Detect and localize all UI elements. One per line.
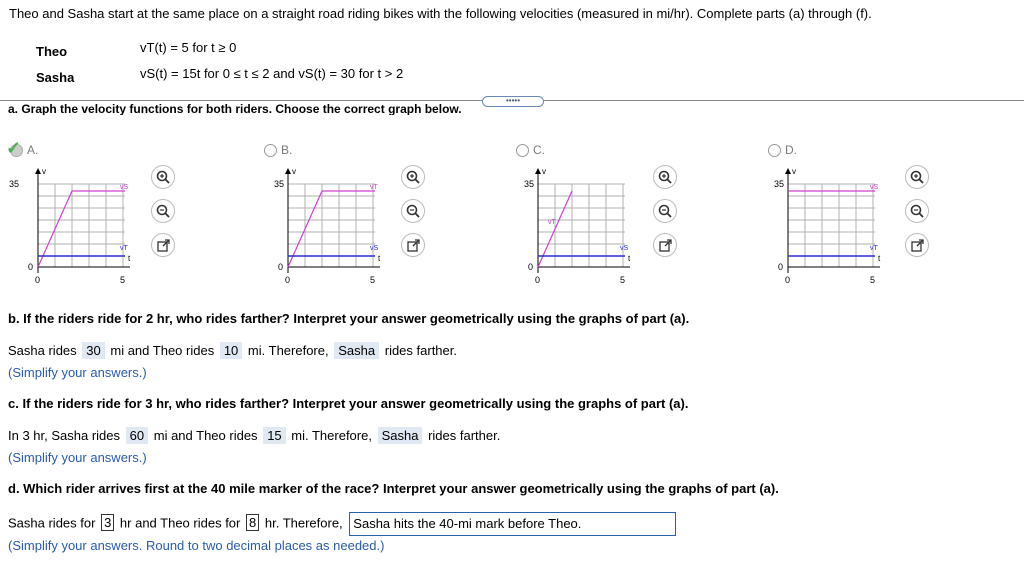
open-new-window-icon[interactable]: [905, 233, 929, 257]
x-tick-5: 5: [370, 275, 376, 285]
text: Sasha rides: [8, 343, 77, 358]
series-label-top: vT: [548, 219, 556, 226]
zoom-in-icon[interactable]: [905, 165, 929, 189]
sasha-miles-answer[interactable]: 30: [82, 342, 104, 359]
part-b-hint: (Simplify your answers.): [8, 365, 147, 380]
option-a-radio[interactable]: [6, 137, 23, 158]
zoom-out-icon[interactable]: [905, 199, 929, 223]
part-d-answer-line: [8, 512, 676, 536]
v-label: v: [792, 167, 796, 176]
text: rides farther.: [384, 343, 457, 358]
option-label: A.: [27, 143, 39, 157]
open-new-window-icon[interactable]: [653, 233, 677, 257]
t-label: t: [878, 254, 881, 263]
expand-button[interactable]: •••••: [482, 96, 544, 107]
zoom-out-icon[interactable]: [401, 199, 425, 223]
text: mi and Theo rides: [110, 343, 215, 358]
sasha-hours-input[interactable]: 3: [101, 514, 114, 531]
v-label: v: [42, 167, 46, 176]
option-label: D.: [785, 143, 797, 157]
v-axis-arrow: [35, 168, 41, 174]
x-tick-5: 5: [120, 275, 126, 285]
text: hr and Theo rides for: [119, 515, 241, 531]
t-label: t: [128, 254, 131, 263]
x-tick-0: 0: [535, 275, 541, 285]
part-c-hint: (Simplify your answers.): [8, 450, 147, 465]
x-tick-0: 0: [285, 275, 291, 285]
v-label: v: [292, 167, 296, 176]
rider-name-sasha: Sasha: [36, 70, 75, 85]
open-new-window-icon[interactable]: [401, 233, 425, 257]
series-label-top: vS: [870, 184, 879, 191]
option-a[interactable]: [6, 137, 39, 158]
text: In 3 hr, Sasha rides: [8, 428, 121, 443]
theo-hours-input[interactable]: 8: [246, 514, 259, 531]
tick-0: 0: [528, 262, 534, 272]
series-label-bottom: vS: [620, 245, 629, 252]
grid: [288, 184, 375, 267]
t-label: t: [378, 254, 381, 263]
text: mi. Therefore,: [247, 343, 329, 358]
sasha-miles-answer[interactable]: 60: [126, 427, 148, 444]
graph-a: [0, 160, 150, 290]
v-axis-arrow: [785, 168, 791, 174]
graph-b: [250, 160, 400, 290]
series-label-bottom: vT: [120, 245, 128, 252]
tick-0: 0: [28, 262, 34, 272]
tick-35: 35: [9, 179, 20, 189]
zoom-out-icon[interactable]: [653, 199, 677, 223]
graph-d: [750, 160, 900, 290]
part-d-question: d. Which rider arrives first at the 40 mile marker of the race? Interpret your answer geometrically using the graphs of part (a).: [8, 481, 779, 496]
option-c[interactable]: [516, 143, 545, 157]
option-d-radio[interactable]: [768, 144, 781, 157]
tick-35: 35: [524, 179, 535, 189]
part-c-question: c. If the riders ride for 3 hr, who rides farther? Interpret your answer geometrically using the graphs of part (a).: [8, 396, 689, 411]
series-label-top: vS: [120, 184, 129, 191]
who-rides-farther-answer[interactable]: Sasha: [334, 342, 379, 359]
tick-0: 0: [778, 262, 784, 272]
who-rides-farther-answer[interactable]: Sasha: [378, 427, 423, 444]
zoom-in-icon[interactable]: [653, 165, 677, 189]
theo-velocity-formula: vT(t) = 5 for t ≥ 0: [140, 40, 237, 55]
sasha-velocity-formula: vS(t) = 15t for 0 ≤ t ≤ 2 and vS(t) = 30 for t > 2: [140, 66, 404, 81]
v-label: v: [542, 167, 546, 176]
x-tick-0: 0: [35, 275, 41, 285]
option-label: B.: [281, 143, 293, 157]
v-axis-arrow: [535, 168, 541, 174]
graph-c: [500, 160, 650, 290]
x-tick-5: 5: [870, 275, 876, 285]
part-b-answer-line: [8, 343, 457, 358]
option-d[interactable]: [768, 143, 797, 157]
grid: [38, 184, 125, 267]
problem-intro: Theo and Sasha start at the same place on a straight road riding bikes with the following velocities (measured in mi/hr). Complete parts (a) through (f).: [9, 6, 872, 21]
zoom-out-icon[interactable]: [151, 199, 175, 223]
option-label: C.: [533, 143, 545, 157]
checkmark-icon: ✓: [6, 137, 22, 158]
part-d-hint: (Simplify your answers. Round to two decimal places as needed.): [8, 538, 385, 553]
tick-35: 35: [774, 179, 785, 189]
series-label-top: vT: [370, 184, 378, 191]
theo-miles-answer[interactable]: 15: [263, 427, 285, 444]
open-new-window-icon[interactable]: [151, 233, 175, 257]
text: mi and Theo rides: [153, 428, 258, 443]
option-b[interactable]: [264, 143, 292, 157]
text: mi. Therefore,: [291, 428, 372, 443]
text: Sasha rides for: [8, 515, 96, 531]
tick-35: 35: [274, 179, 285, 189]
conclusion-dropdown[interactable]: Sasha hits the 40-mi mark before Theo.: [349, 512, 676, 536]
grid: [788, 184, 875, 267]
series-label-bottom: vT: [870, 245, 878, 252]
x-tick-5: 5: [620, 275, 626, 285]
series-label-bottom: vS: [370, 245, 379, 252]
x-tick-0: 0: [785, 275, 791, 285]
option-c-radio[interactable]: [516, 144, 529, 157]
v-axis-arrow: [285, 168, 291, 174]
t-label: t: [628, 254, 631, 263]
part-a-question: a. Graph the velocity functions for both riders. Choose the correct graph below.: [8, 104, 462, 115]
part-c-answer-line: [8, 428, 500, 443]
text: rides farther.: [428, 428, 501, 443]
part-b-question: b. If the riders ride for 2 hr, who rides farther? Interpret your answer geometrically using the graphs of part (a).: [8, 311, 690, 326]
zoom-in-icon[interactable]: [401, 165, 425, 189]
zoom-in-icon[interactable]: [151, 165, 175, 189]
theo-miles-answer[interactable]: 10: [220, 342, 242, 359]
rider-name-theo: Theo: [36, 44, 68, 59]
text: hr. Therefore,: [264, 515, 343, 531]
option-b-radio[interactable]: [264, 144, 277, 157]
tick-0: 0: [278, 262, 284, 272]
